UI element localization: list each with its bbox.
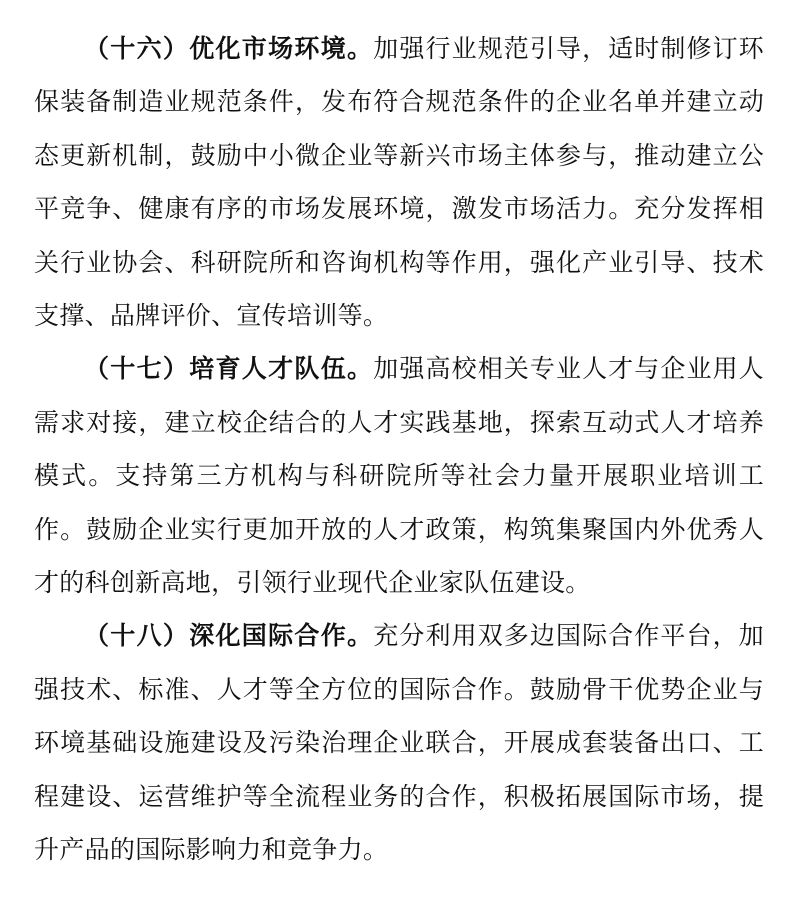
section-18-heading: （十八）深化国际合作。 [84, 621, 374, 651]
section-17-paragraph [34, 342, 764, 609]
section-16-heading: （十六）优化市场环境。 [84, 34, 374, 63]
section-17-body: 加强高校相关专业人才与企业用人需求对接，建立校企结合的人才实践基地，探索互动式人才培养模式。支持第三方机构与科研院所等社会力量开展职业培训工作。鼓励企业实行更加开放的人才政策，构筑集聚国内外优秀人才的科创新高地，引领行业现代企业家队伍建设。 [34, 354, 764, 598]
section-18-body: 充分利用双多边国际合作平台，加强技术、标准、人才等全方位的国际合作。鼓励骨干优势企业与环境基础设施建设及污染治理企业联合，开展成套装备出口、工程建设、运营维护等全流程业务的合作，积极拓展国际市场，提升产品的国际影响力和竞争力。 [34, 621, 764, 865]
section-16-body: 加强行业规范引导，适时制修订环保装备制造业规范条件，发布符合规范条件的企业名单并建立动态更新机制，鼓励中小微企业等新兴市场主体参与，推动建立公平竞争、健康有序的市场发展环境，激发市场活力。充分发挥相关行业协会、科研院所和咨询机构等作用，强化产业引导、技术支撑、品牌评价、宣传培训等。 [34, 34, 764, 331]
section-16-paragraph [34, 22, 764, 342]
section-18-paragraph [34, 609, 764, 876]
document-page [34, 22, 764, 877]
section-17-heading: （十七）培育人才队伍。 [84, 354, 374, 384]
